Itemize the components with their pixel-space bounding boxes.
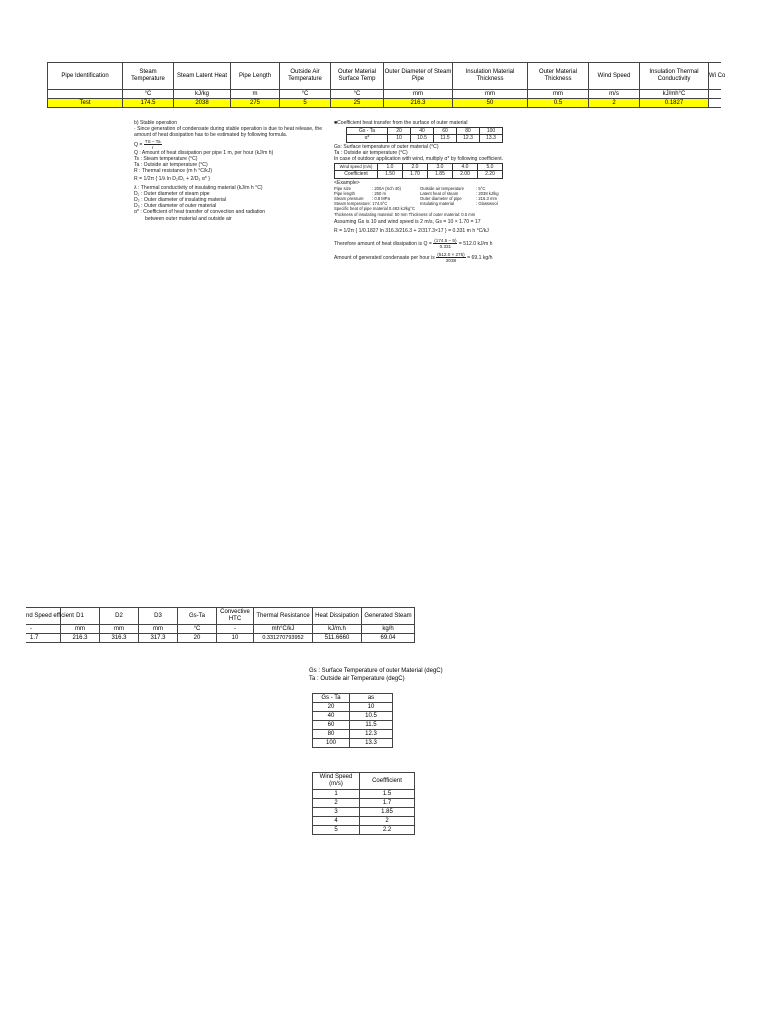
table-row [313, 739, 393, 748]
cell[interactable]: 2 [313, 799, 360, 808]
gs-definition: Gs: Surface temperature of outer material (°C) [334, 143, 439, 150]
value-cell[interactable]: Test [48, 99, 123, 108]
header-cell[interactable]: nd Speed efficient [26, 608, 61, 625]
cell: 60 [434, 128, 457, 135]
header-cell[interactable]: Steam Latent Heat [174, 63, 231, 90]
example-key: Latent heat of steam [420, 190, 459, 196]
table-row [313, 799, 415, 808]
gs-legend-line[interactable]: Gs : Surface Temperature of outer Material (degC) [309, 668, 443, 674]
example-value: : Glasswool [476, 200, 498, 206]
unit-cell[interactable]: kJ/mh°C [640, 90, 709, 99]
header-cell[interactable]: Outer Material Surface Temp [331, 63, 384, 90]
gs-alpha-header-row [313, 694, 393, 703]
cell[interactable]: 10 [350, 703, 393, 712]
example-value: : 0.8 MPa [372, 195, 390, 201]
q-formula-label: Q = [134, 141, 143, 148]
wind-coefficient-header-row [313, 773, 415, 790]
cell[interactable]: 10.5 [350, 712, 393, 721]
unit-cell[interactable]: m [231, 90, 280, 99]
cell: 10.5 [411, 135, 434, 142]
cond-calc-denominator: 2038 [445, 257, 457, 263]
unit-cell[interactable]: mm [384, 90, 453, 99]
unit-cell[interactable]: - [26, 625, 61, 634]
header-cell[interactable]: Heat Dissipation [313, 608, 362, 625]
q-calculation [334, 238, 544, 249]
alpha-row [347, 135, 503, 142]
header-cell[interactable]: D3 [139, 608, 178, 625]
value-cell[interactable]: 275 [231, 99, 280, 108]
value-cell[interactable]: 216.3 [384, 99, 453, 108]
value-cell[interactable]: 0.5 [528, 99, 589, 108]
cell: 2.20 [478, 171, 503, 178]
definition-line: D₂ : Outer diameter of insulating material [134, 197, 227, 204]
cell: 20 [388, 128, 411, 135]
cell[interactable]: 1 [313, 790, 360, 799]
unit-cell[interactable]: °C [178, 625, 217, 634]
header-cell[interactable]: Generated Steam [362, 608, 415, 625]
stable-operation-heading: b) Stable operation [134, 120, 178, 126]
definition-line: Ts : Steam temperature (°C) [134, 155, 198, 162]
example-key: Pipe size [334, 185, 351, 191]
cell[interactable]: 2 [360, 817, 415, 826]
unit-cell[interactable]: mm [100, 625, 139, 634]
unit-cell[interactable]: mm [139, 625, 178, 634]
table-row [313, 790, 415, 799]
q-formula [134, 139, 329, 150]
cell: 1.70 [403, 171, 428, 178]
value-cell[interactable]: 10 [217, 634, 254, 643]
header-cell[interactable]: Convective HTC [217, 608, 254, 625]
gs-row [347, 128, 503, 135]
example-key: Steam pressure [334, 195, 364, 201]
value-cell[interactable]: 69.04 [362, 634, 415, 643]
table-row [313, 808, 415, 817]
value-cell[interactable]: 2 [589, 99, 640, 108]
cell: 13.3 [480, 135, 503, 142]
value-cell[interactable]: 5 [280, 99, 331, 108]
cell: 2.0 [403, 164, 428, 171]
cell[interactable]: 3 [313, 808, 360, 817]
cell[interactable]: 40 [313, 712, 350, 721]
definition-line: λ : Thermal conductivity of insulating material (kJ/m h °C) [134, 184, 263, 191]
thickness-line: Thickness of insulating material: 50 mm Thickness of outer material: 0.5 mm [334, 212, 476, 218]
value-cell[interactable]: 0.331270793952 [254, 634, 313, 643]
header-cell[interactable]: Gs - Ta [313, 694, 350, 703]
value-cell[interactable]: 20 [178, 634, 217, 643]
table-row [313, 817, 415, 826]
cell[interactable]: 20 [313, 703, 350, 712]
unit-cell[interactable]: kJ/m.h [313, 625, 362, 634]
condensate-calculation [334, 252, 544, 263]
unit-cell[interactable]: - [217, 625, 254, 634]
definition-line: between outer material and outside air [145, 215, 232, 222]
gs-alpha-table [312, 693, 393, 748]
cell[interactable]: 1.85 [360, 808, 415, 817]
cell[interactable]: 13.3 [350, 739, 393, 748]
q-formula-fraction [144, 139, 162, 150]
value-cell[interactable]: 317.3 [139, 634, 178, 643]
cell[interactable]: 60 [313, 721, 350, 730]
header-cell[interactable]: Insulation Material Thickness [453, 63, 528, 90]
header-cell[interactable]: Outer Material Thickness [528, 63, 589, 90]
unit-cell[interactable]: m/s [589, 90, 640, 99]
header-cell[interactable]: Coeffficient [360, 773, 415, 790]
header-cell[interactable]: Outside Air Temperature [280, 63, 331, 90]
header-cell[interactable]: D2 [100, 608, 139, 625]
table-row [313, 826, 415, 835]
example-label: <Example> [334, 179, 360, 186]
specific-heat-line: Specific heat of pipe material 0.483 kJ/kg°C [334, 205, 416, 211]
alpha-mini-table [346, 127, 503, 142]
unit-cell[interactable]: °C [123, 90, 174, 99]
stable-operation-text [134, 120, 329, 222]
unit-cell[interactable]: kg/h [362, 625, 415, 634]
example-value: : 2038 kJ/kg [476, 190, 499, 196]
example-key: Pipe length [334, 190, 355, 196]
results-units-row [26, 625, 415, 634]
wind-coefficient-table [312, 772, 415, 835]
q-formula-denominator: r [151, 144, 154, 150]
value-cell[interactable]: 50 [453, 99, 528, 108]
table-row [313, 712, 393, 721]
value-cell[interactable]: 25 [331, 99, 384, 108]
cell: 1.85 [428, 171, 453, 178]
q-calc-fraction [433, 238, 457, 249]
q-calc-prefix: Therefore amount of heat dissipation is Q = [334, 240, 432, 247]
wind-coefficient-mini-table [334, 163, 503, 178]
q-calc-suffix: = 512.0 kJ/m h [458, 240, 493, 247]
pipe-input-units-row [48, 90, 722, 99]
cell: 4.0 [453, 164, 478, 171]
assuming-line: Assuming Gs is 10 and wind speed is 2 m/s, Gs = 10 × 1.70 = 17 [334, 219, 481, 226]
header-cell[interactable]: Wind Speed [589, 63, 640, 90]
unit-cell[interactable]: °C [331, 90, 384, 99]
temperature-legend [309, 667, 443, 683]
example-value: : 216.3 mm [476, 195, 497, 201]
cell[interactable]: 5 [313, 826, 360, 835]
example-value: : 200A (Sch 40) [372, 185, 401, 191]
cell[interactable]: 100 [313, 739, 350, 748]
results-table [26, 607, 415, 643]
cell: 1.50 [378, 171, 403, 178]
header-cell[interactable]: Wind Speed (m/s) [313, 773, 360, 790]
unit-cell[interactable] [48, 90, 123, 99]
value-cell[interactable]: 174.5 [123, 99, 174, 108]
example-key: Insulating material [420, 200, 454, 206]
value-cell[interactable]: 2038 [174, 99, 231, 108]
unit-cell[interactable] [709, 90, 722, 99]
unit-cell[interactable]: mm [528, 90, 589, 99]
example-value: : 5°C [476, 185, 486, 191]
row-label: Gs - Ta [347, 128, 388, 135]
header-cell[interactable]: as [350, 694, 393, 703]
header-cell[interactable]: Outer Diameter of Steam Pipe [384, 63, 453, 90]
wind-note: In case of outdoor application with wind, multiply α* by following coefficient. [334, 156, 504, 163]
unit-cell[interactable]: mm [61, 625, 100, 634]
cond-calc-suffix: = 69.1 kg/h [467, 254, 493, 261]
unit-cell[interactable]: mh°C/kJ [254, 625, 313, 634]
cell: 12.3 [457, 135, 480, 142]
cell[interactable]: 1.5 [360, 790, 415, 799]
unit-cell[interactable]: kJ/kg [174, 90, 231, 99]
heat-transfer-title: ■Coefficient heat transfer from the surface of outer material [334, 120, 468, 126]
cond-calc-fraction [436, 252, 465, 263]
header-cell[interactable]: Pipe Identification [48, 63, 123, 90]
value-cell[interactable]: 216.3 [61, 634, 100, 643]
cell[interactable]: 12.3 [350, 730, 393, 739]
cell: 10 [388, 135, 411, 142]
cond-calc-prefix: Amount of generated condensate per hour is [334, 254, 435, 261]
definition-line: α* : Coefficient of heat transfer of convection and radiation [134, 209, 266, 216]
row-label: Wind speed (m/s) [335, 164, 378, 171]
cell: 2.00 [453, 171, 478, 178]
header-cell[interactable]: Gs-Ta [178, 608, 217, 625]
r-calculation: R = 1/2π { 1/0.1827 ln 316.3/216.3 + 2/317.3×17 } = 0.331 m h °C/kJ [334, 228, 489, 235]
header-cell[interactable]: Thermal Resistance [254, 608, 313, 625]
value-cell[interactable] [709, 99, 722, 108]
cell: 3.0 [428, 164, 453, 171]
example-key: Outside air temperature [420, 185, 464, 191]
r-formula: R = 1/2π { 1/λ ln D₂/D₁ + 2/D₃ α* } [134, 176, 210, 183]
cond-calc-numerator: (512.0 × 275) [437, 251, 465, 257]
definition-line: Ta : Outside air temperature (°C) [134, 162, 208, 169]
stable-operation-intro: · Since generation of condensate during stable operation is due to heat release, the amount of heat dissipation has to be estimated by following formula. [134, 126, 323, 139]
ta-definition: Ta : Outside air temperature (°C) [334, 149, 408, 156]
cell: 5.0 [478, 164, 503, 171]
value-cell[interactable]: 0.1827 [640, 99, 709, 108]
header-cell[interactable]: Insulation Thermal Conductivity [640, 63, 709, 90]
q-calc-numerator: (174.5 – 5) [434, 237, 457, 243]
cell[interactable]: 11.5 [350, 721, 393, 730]
table-row [313, 730, 393, 739]
cell: 1.0 [378, 164, 403, 171]
cell: 80 [457, 128, 480, 135]
value-cell[interactable]: 316.3 [100, 634, 139, 643]
unit-cell[interactable]: mm [453, 90, 528, 99]
definition-line: R : Thermal resistance (m h °C/kJ) [134, 168, 213, 175]
cell: 40 [411, 128, 434, 135]
results-header-row [26, 608, 415, 625]
ta-legend-line[interactable]: Ta : Outside air Temperature (degC) [309, 676, 405, 682]
header-cell[interactable]: Wi Co [709, 63, 722, 90]
header-cell[interactable]: D1 [61, 608, 100, 625]
table-row [313, 721, 393, 730]
unit-cell[interactable]: °C [280, 90, 331, 99]
q-calc-denominator: 0.331 [439, 243, 452, 249]
value-cell[interactable]: 511.6660 [313, 634, 362, 643]
row-label: Coefficient [335, 171, 378, 178]
row-label: α* [347, 135, 388, 142]
cell: 100 [480, 128, 503, 135]
wind-row [335, 164, 503, 171]
example-key: Steam temperature: 174.5°C [334, 200, 388, 206]
pipe-input-values-row [48, 99, 722, 108]
definition-line: Q : Amount of heat dissipation per pipe 1 m, per hour (kJ/m h) [134, 149, 274, 156]
heat-transfer-text [334, 120, 544, 266]
cell: 11.5 [434, 135, 457, 142]
pipe-input-header-row [48, 63, 722, 90]
results-values-row [26, 634, 415, 643]
definition-line: D₁ : Outer diameter of steam pipe [134, 190, 210, 197]
q-formula-numerator: TS – Ta [144, 138, 161, 144]
header-cell[interactable]: Steam Temperature [123, 63, 174, 90]
value-cell[interactable]: 1.7 [26, 634, 61, 643]
pipe-input-table [47, 62, 726, 108]
coefficient-row [335, 171, 503, 178]
cell[interactable]: 1.7 [360, 799, 415, 808]
definition-line: D₃ : Outer diameter of outer material [134, 203, 217, 210]
example-value: : 250 m [372, 190, 386, 196]
cell[interactable]: 4 [313, 817, 360, 826]
header-cell[interactable]: Pipe Length [231, 63, 280, 90]
cell[interactable]: 80 [313, 730, 350, 739]
example-table [334, 186, 503, 206]
table-row [313, 703, 393, 712]
cell[interactable]: 2.2 [360, 826, 415, 835]
example-key: Outer diameter of pipe [420, 195, 462, 201]
